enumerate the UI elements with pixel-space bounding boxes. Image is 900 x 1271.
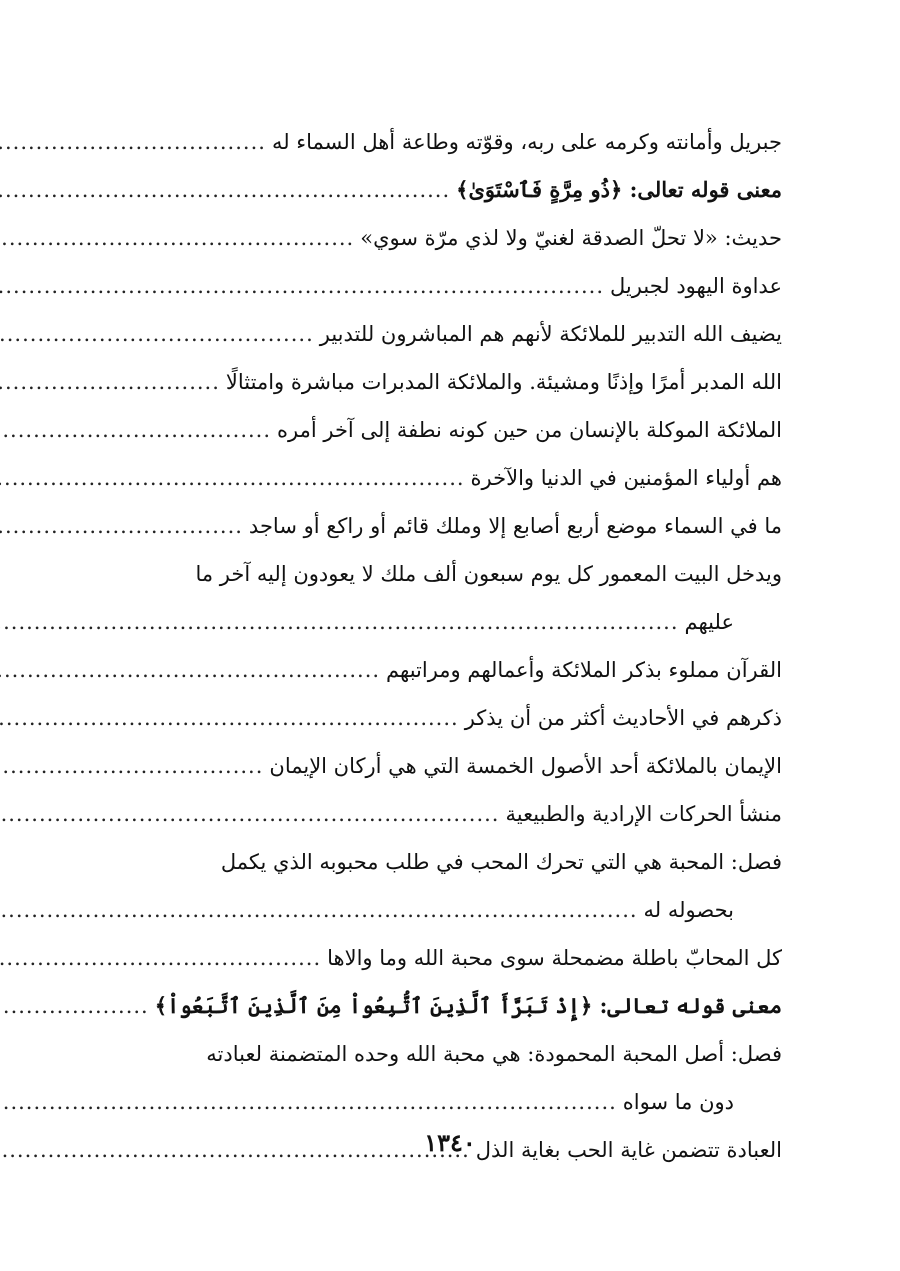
- toc-entry-title: هم أولياء المؤمنين في الدنيا والآخرة: [470, 466, 782, 490]
- toc-entry-title: حديث: «لا تحلّ الصدقة لغنيّ ولا لذي مرّة سوي»: [360, 226, 782, 250]
- leader-dots: [0, 502, 243, 550]
- leader-dots: [0, 694, 459, 742]
- leader-dots: [0, 790, 499, 838]
- toc-entry: [128, 406, 782, 454]
- toc-entry-title: فصل: أصل المحبة المحمودة: هي محبة الله وحده المتضمنة لعبادته: [206, 1042, 782, 1066]
- leader-dots: [0, 262, 604, 310]
- toc-entry-title: عداوة اليهود لجبريل: [610, 274, 782, 298]
- leader-dots: [0, 358, 220, 406]
- toc-entry-first-line: [128, 838, 782, 886]
- toc-entry: [128, 742, 782, 790]
- toc-entry-title: معنى قوله تعالى: ﴿إِذْ تَبَرَّأَ ٱلَّذِينَ ٱتُّبِعُواْ مِنَ ٱلَّذِينَ ٱتَّبَعُواْ﴾: [154, 993, 782, 1018]
- leader-dots: [0, 646, 380, 694]
- toc-entry-title-continued: بحصوله له: [643, 898, 734, 922]
- toc-entry: [128, 166, 782, 214]
- toc-entry-title: معنى قوله تعالى: ﴿ذُو مِرَّةٍ فَٱسْتَوَىٰ﴾: [456, 177, 782, 202]
- toc-entry-continuation: [128, 886, 782, 934]
- toc-entry: [128, 358, 782, 406]
- toc-entry-first-line: [128, 1030, 782, 1078]
- toc-entry: [128, 982, 782, 1030]
- toc-entry-title: ما في السماء موضع أربع أصابع إلا وملك قائم أو راكع أو ساجد: [248, 514, 782, 538]
- leader-dots: [0, 1078, 617, 1126]
- toc-entry-title: جبريل وأمانته وكرمه على ربه، وقوّته وطاعة أهل السماء له: [271, 130, 782, 154]
- toc-entry-title: كل المحابّ باطلة مضمحلة سوى محبة الله وما والاها: [327, 946, 782, 970]
- toc-entry: [128, 262, 782, 310]
- toc-entry-continuation: [128, 598, 782, 646]
- leader-dots: [0, 598, 679, 646]
- toc-entry: [128, 502, 782, 550]
- toc-entry-title: ويدخل البيت المعمور كل يوم سبعون ألف ملك لا يعودون إليه آخر ما: [195, 562, 782, 586]
- leader-dots: [0, 166, 450, 214]
- leader-dots: [0, 982, 149, 1030]
- leader-dots: [0, 454, 465, 502]
- toc-entry-title: منشأ الحركات الإرادية والطبيعية: [505, 802, 782, 826]
- table-of-contents: [128, 118, 782, 1174]
- toc-entry: [128, 646, 782, 694]
- toc-entry-title: يضيف الله التدبير للملائكة لأنهم هم المباشرون للتدبير: [319, 322, 782, 346]
- leader-dots: [0, 406, 271, 454]
- leader-dots: [0, 310, 314, 358]
- toc-entry: [128, 310, 782, 358]
- toc-entry-first-line: [128, 550, 782, 598]
- toc-entry: [128, 934, 782, 982]
- leader-dots: [0, 118, 266, 166]
- toc-entry-title-continued: دون ما سواه: [622, 1090, 734, 1114]
- toc-entry-title: الملائكة الموكلة بالإنسان من حين كونه نطفة إلى آخر أمره: [277, 418, 782, 442]
- leader-dots: [0, 214, 354, 262]
- toc-entry: [128, 694, 782, 742]
- toc-entry-title: الله المدبر أمرًا وإذنًا ومشيئة. والملائكة المدبرات مباشرة وامتثالًا: [225, 370, 782, 394]
- toc-entry-continuation: [128, 1078, 782, 1126]
- toc-entry-title: فصل: المحبة هي التي تحرك المحب في طلب محبوبه الذي يكمل: [220, 850, 782, 874]
- page-number: ١٣٤٠: [424, 1128, 476, 1157]
- toc-entry-title-continued: عليهم: [684, 610, 734, 634]
- toc-entry-title: ذكرهم في الأحاديث أكثر من أن يذكر: [464, 706, 782, 730]
- toc-entry-title: الإيمان بالملائكة أحد الأصول الخمسة التي هي أركان الإيمان: [269, 754, 782, 778]
- toc-entry-title: القرآن مملوء بذكر الملائكة وأعمالهم ومراتبهم: [386, 658, 782, 682]
- leader-dots: [0, 742, 263, 790]
- toc-entry-title: العبادة تتضمن غاية الحب بغاية الذل: [475, 1138, 782, 1162]
- leader-dots: [0, 934, 321, 982]
- toc-entry: [128, 118, 782, 166]
- leader-dots: [0, 886, 638, 934]
- toc-entry: [128, 454, 782, 502]
- toc-entry: [128, 790, 782, 838]
- toc-entry: [128, 214, 782, 262]
